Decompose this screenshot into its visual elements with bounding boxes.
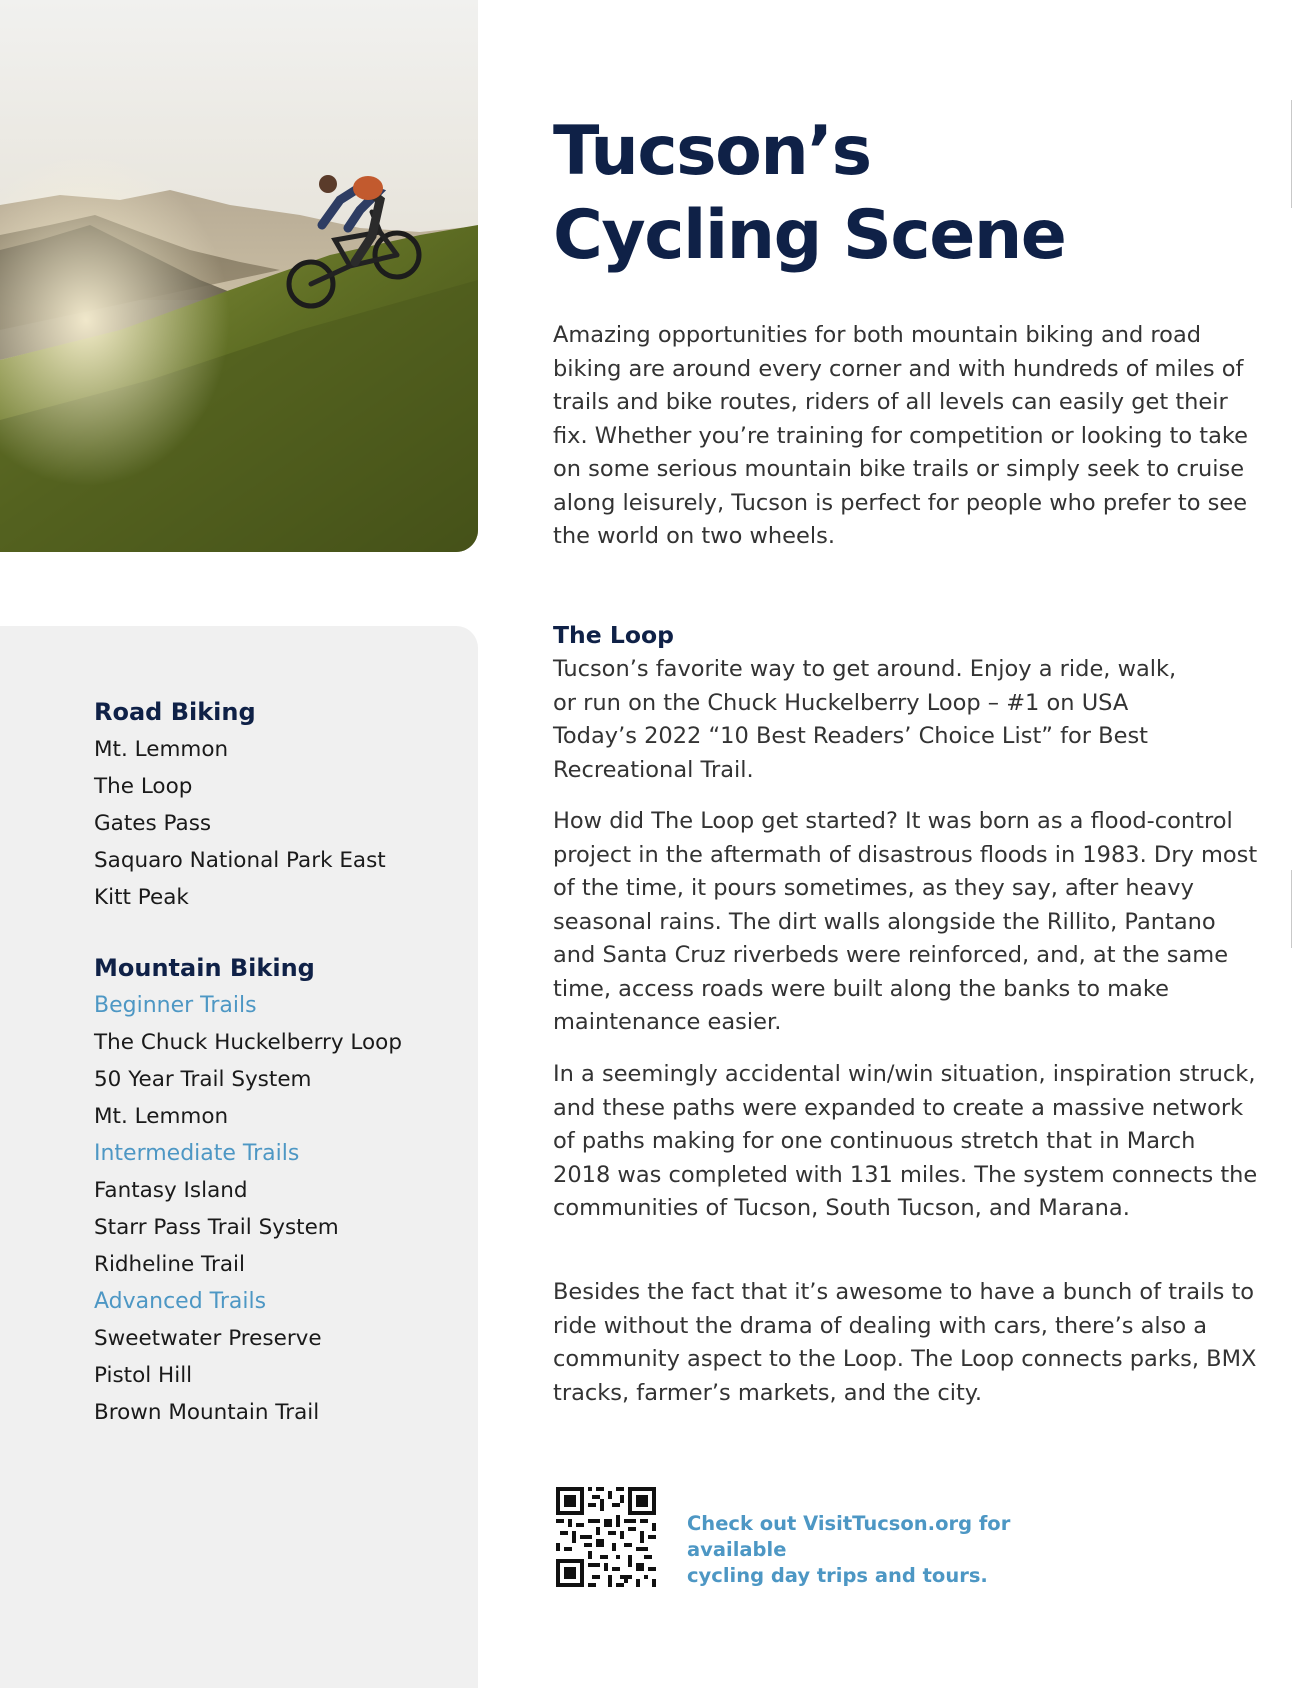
- mountain-biking-section: [94, 950, 474, 1431]
- page-edge-mark: [1291, 870, 1292, 948]
- title-line-2: Cycling Scene: [553, 196, 1066, 275]
- list-item: The Chuck Huckelberry Loop: [94, 1030, 402, 1055]
- loop-paragraph-4: Besides the fact that it’s awesome to have a bunch of trails to ride without the drama of dealing with cars, there’s also a community aspect to the Loop. The Loop connects parks, BMX tracks, farmer’s markets, and the city.: [553, 1279, 1257, 1406]
- trails-sidebar: [0, 626, 478, 1688]
- loop-heading: The Loop: [553, 621, 674, 649]
- list-item: Brown Mountain Trail: [94, 1400, 320, 1425]
- intermediate-trails-label: Intermediate Trails: [94, 1141, 300, 1166]
- visit-tucson-cta[interactable]: [687, 1511, 1107, 1589]
- page-edge-mark: [1291, 100, 1292, 208]
- cta-line-2: cycling day trips and tours.: [687, 1564, 988, 1587]
- list-item: Fantasy Island: [94, 1178, 248, 1203]
- road-biking-section: [94, 694, 474, 916]
- mountain-biking-heading: Mountain Biking: [94, 954, 315, 982]
- intro-paragraph: Amazing opportunities for both mountain biking and road biking are around every corner and with hundreds of miles of trails and bike routes, riders of all levels can easily get their fix. Whether you’re training for competition or looking to take on some serious mountain bike trails or simply seek to cruise along leisurely, Tucson is perfect for people who prefer to see the world on two wheels.: [553, 322, 1248, 549]
- loop-paragraph-2: How did The Loop get started? It was born as a flood-control project in the aftermath of disastrous floods in 1983. Dry most of the time, it pours sometimes, as they say, after heavy seasonal rains. The dirt walls alongside the Rillito, Pantano and Santa Cruz riverbeds were reinforced, and, at the same time, access roads were built along the banks to make maintenance easier.: [553, 808, 1258, 1035]
- loop-paragraph-1: Tucson’s favorite way to get around. Enjoy a ride, walk, or run on the Chuck Huckelberry Loop – #1 on USA Today’s 2022 “10 Best Readers’ Choice List” for Best Recreational Trail.: [553, 656, 1177, 783]
- list-item: Mt. Lemmon: [94, 1104, 229, 1129]
- title-line-1: Tucson’s: [553, 112, 871, 191]
- list-item: Mt. Lemmon: [94, 737, 229, 762]
- road-biking-heading: Road Biking: [94, 698, 256, 726]
- list-item: Starr Pass Trail System: [94, 1215, 339, 1240]
- list-item: Gates Pass: [94, 811, 212, 836]
- list-item: Saquaro National Park East: [94, 848, 386, 873]
- list-item: Sweetwater Preserve: [94, 1326, 322, 1351]
- cta-line-1: Check out VisitTucson.org for available: [687, 1512, 1011, 1561]
- qr-code[interactable]: [556, 1487, 656, 1587]
- page-title: [553, 110, 1065, 278]
- mountain-biker-illustration: [0, 0, 478, 552]
- list-item: The Loop: [94, 774, 193, 799]
- list-item: Pistol Hill: [94, 1363, 193, 1388]
- beginner-trails-label: Beginner Trails: [94, 993, 257, 1018]
- list-item: Kitt Peak: [94, 885, 189, 910]
- hero-photo: [0, 0, 478, 552]
- list-item: Ridheline Trail: [94, 1252, 245, 1277]
- list-item: 50 Year Trail System: [94, 1067, 312, 1092]
- advanced-trails-label: Advanced Trails: [94, 1289, 267, 1314]
- loop-paragraph-3: In a seemingly accidental win/win situation, inspiration struck, and these paths were expanded to create a massive network of paths making for one continuous stretch that in March 2018 was completed with 131 miles. The system connects the communities of Tucson, South Tucson, and Marana.: [553, 1061, 1258, 1221]
